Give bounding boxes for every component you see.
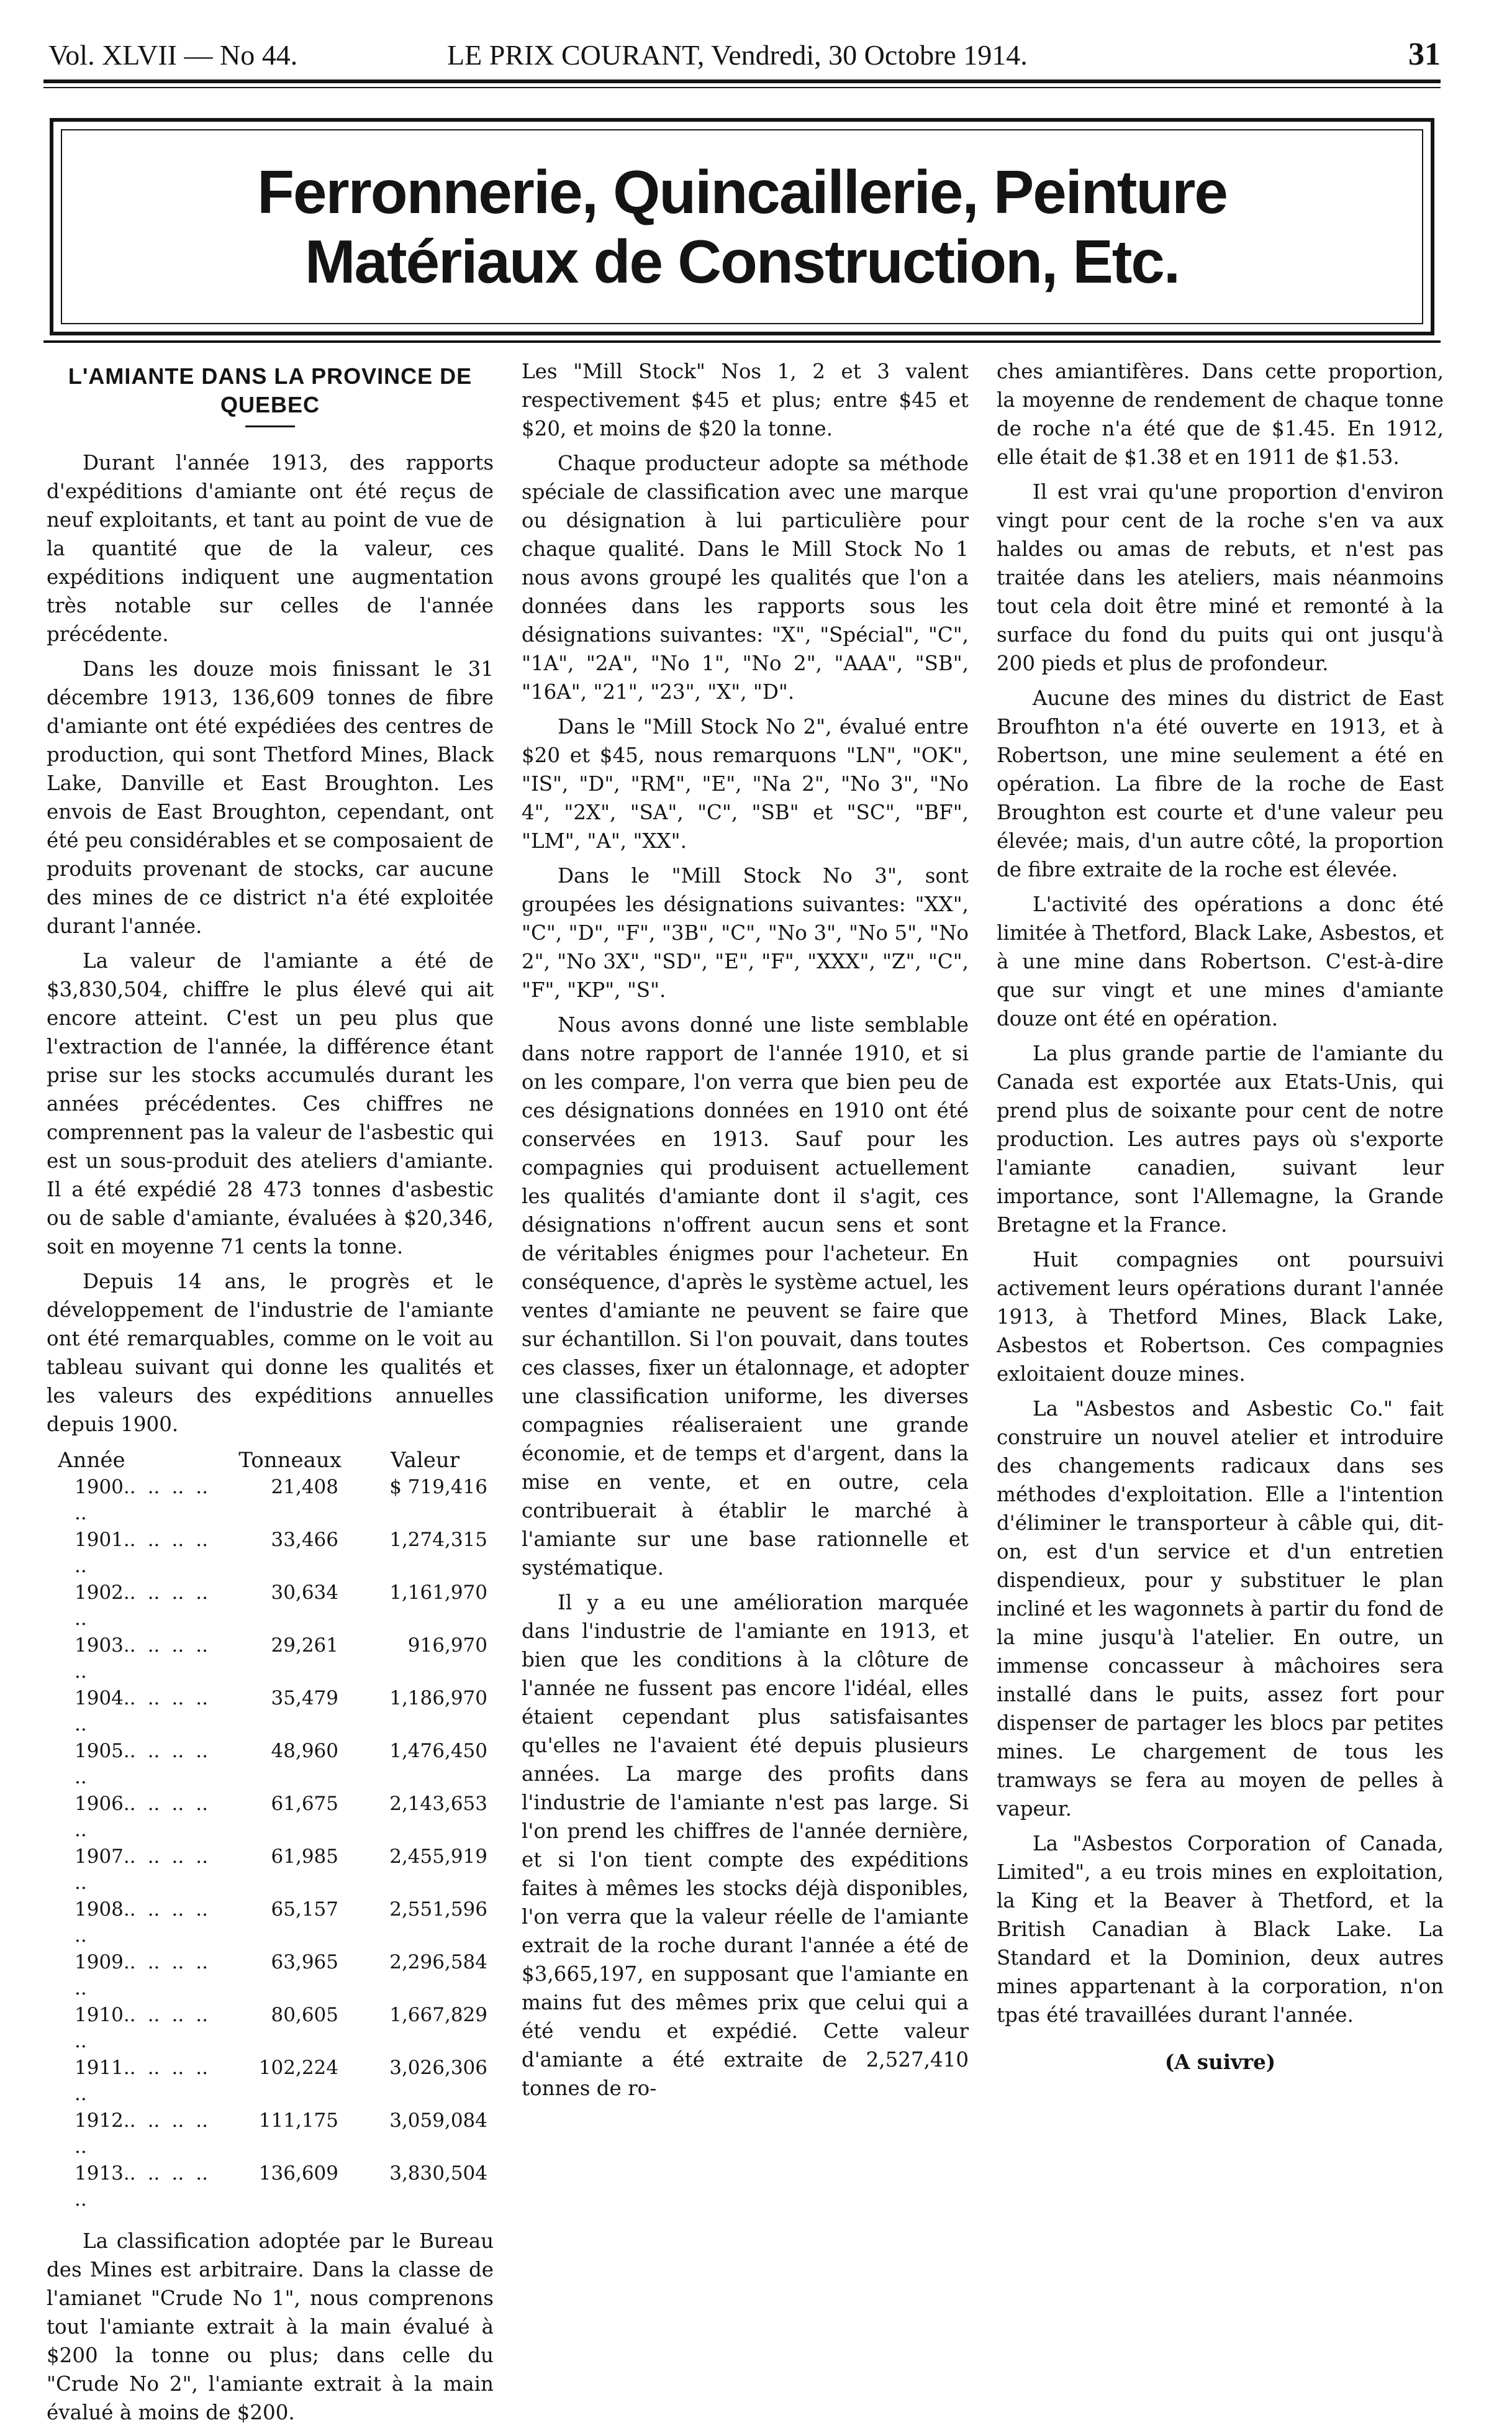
table-cell-value: $ 719,416	[389, 1475, 487, 1498]
table-row	[47, 1632, 494, 1685]
table-row	[47, 1580, 494, 1632]
table-row	[47, 1949, 494, 2002]
table-row	[47, 1738, 494, 1791]
paragraph: Dans les douze mois finissant le 31 décembre 1913, 136,609 tonnes de fibre d'amiante ont été expédiées des centres de production, qui sont Thetford Mines, Black Lake, Danville et East Broughton. Les envois de East Broughton, cependant, ont été peu considérables et se composaient de produits provenant de stocks, car aucune des mines de ce district n'a été exploitée durant l'année.	[47, 657, 494, 938]
paragraph: Huit compagnies ont poursuivi activement leurs opérations durant l'année 1913, à Thetford Mines, Black Lake, Asbestos et Robertson. Ces compagnies exloitaient douze mines.	[997, 1248, 1444, 1386]
table-cell-tons: 33,466	[271, 1528, 338, 1551]
table-cell-value: 3,026,306	[389, 2056, 487, 2079]
page-number: 31	[1408, 37, 1441, 72]
table-cell-year: 1902.. .. .. .. ..	[75, 1581, 208, 1630]
table-cell-value: 1,186,970	[389, 1686, 487, 1709]
header-rule	[43, 80, 1441, 83]
table-cell-value: 916,970	[407, 1634, 487, 1657]
volume-number: Vol. XLVII — No 44.	[48, 39, 298, 71]
table-cell-tons: 29,261	[271, 1634, 338, 1657]
table-cell-value: 1,274,315	[389, 1528, 487, 1551]
title-separator	[245, 425, 295, 427]
table-cell-value: 3,830,504	[389, 2162, 487, 2185]
section-title-line2: Matériaux de Construction, Etc.	[304, 227, 1180, 296]
section-title-frame	[61, 129, 1423, 324]
table-cell-year: 1908.. .. .. .. ..	[75, 1898, 208, 1947]
column-2	[522, 357, 969, 2109]
paragraph: L'activité des opérations a donc été limitée à Thetford, Black Lake, Asbestos, et à une mine dans Robertson. C'est-à-dire que sur vingt et une mines d'amiante douze ont été en opération.	[997, 893, 1444, 1030]
header-value: Valeur	[391, 1448, 459, 1473]
table-cell-year: 1905.. .. .. .. ..	[75, 1739, 208, 1788]
table-row	[47, 2160, 494, 2213]
table-cell-value: 1,161,970	[389, 1581, 487, 1604]
table-cell-value: 2,455,919	[389, 1845, 487, 1868]
column-3	[997, 357, 1444, 2076]
running-header	[43, 39, 1441, 76]
table-cell-tons: 30,634	[271, 1581, 338, 1604]
table-cell-tons: 65,157	[271, 1898, 338, 1921]
table-cell-year: 1911.. .. .. .. ..	[75, 2056, 208, 2105]
table-cell-year: 1909.. .. .. .. ..	[75, 1950, 208, 1999]
table-cell-tons: 80,605	[271, 2003, 338, 2026]
table-row	[47, 2108, 494, 2160]
paragraph: La valeur de l'amiante a été de $3,830,504, chiffre le plus élevé qui ait encore atteint. C'est un peu plus que l'extraction de l'année, la différence étant prise sur les stocks accumulés durant les années précédentes. Ces chiffres ne comprennent pas la valeur de l'asbestic qui est un sous-produit des ateliers d'amiante. Il a été expédié 28 473 tonnes d'asbestic ou de sable d'amiante, évaluées à $20,346, soit en moyenne 71 cents la tonne.	[47, 949, 494, 1258]
table-cell-tons: 111,175	[258, 2109, 338, 2132]
paragraph: Durant l'année 1913, des rapports d'expéditions d'amiante ont été reçus de neuf exploitants, et tant au point de vue de la quantité que de la valeur, ces expéditions indiquent une augmentation très notable sur celles de l'année précédente.	[47, 451, 494, 646]
paragraph: La "Asbestos Corporation of Canada, Limited", a eu trois mines en exploitation, la King et la Beaver à Thetford, et la British Canadian à Black Lake. La Standard et la Dominion, deux autres mines appartenant à la corporation, n'on tpas été travaillées durant l'année.	[997, 1832, 1444, 2027]
header-tons: Tonneaux	[238, 1448, 342, 1473]
paragraph: Il y a eu une amélioration marquée dans l'industrie de l'amiante en 1913, et bien que les conditions à la clôture de l'année ne fussent pas encore l'idéal, elles étaient cependant plus satisfaisantes qu'elles ne l'avaient été depuis plusieurs années. La marge des profits dans l'industrie de l'amiante n'est pas large. Si l'on prend les chiffres de l'année dernière, et si l'on tient compte des expéditions faites à mêmes les stocks déjà disponibles, l'on verra que la valeur réelle de l'amiante extrait de la roche durant l'année a été de $3,665,197, en supposant que l'amiante en mains fut des mêmes prix que celui qui a été vendu et expédié. Cette valeur d'amiante a été extraite de 2,527,410 tonnes de ro-	[522, 1591, 969, 2100]
paragraph: ches amiantifères. Dans cette proportion, la moyenne de rendement de chaque tonne de roche n'a été que de $1.45. En 1912, elle était de $1.38 et en 1911 de $1.53.	[997, 360, 1444, 469]
header-year: Année	[58, 1448, 125, 1473]
paragraph: Il est vrai qu'une proportion d'environ vingt pour cent de la roche s'en va aux haldes ou amas de rebuts, et n'est pas traitée dans les ateliers, mais néanmoins tout cela doit être miné et remonté à la surface du fond du puits qui ont jusqu'à 200 pieds et plus de profondeur.	[997, 480, 1444, 675]
header-rule-thin	[43, 87, 1441, 88]
table-row	[47, 2002, 494, 2055]
table-cell-year: 1913.. .. .. .. ..	[75, 2162, 208, 2211]
table-cell-tons: 21,408	[271, 1475, 338, 1498]
table-cell-tons: 61,985	[271, 1845, 338, 1868]
table-header	[47, 1447, 494, 1474]
title-box-rule	[43, 340, 1441, 343]
table-row	[47, 1474, 494, 1527]
table-cell-value: 1,667,829	[389, 2003, 487, 2026]
paragraph: La classification adoptée par le Bureau des Mines est arbitraire. Dans la classe de l'amianet "Crude No 1", nous comprenons tout l'amiante extrait à la main évalué à $200 la tonne ou plus; dans celle du "Crude No 2", l'amiante extrait à la main évalué à moins de $200.	[47, 2229, 494, 2424]
article-title: L'AMIANTE DANS LA PROVINCE DE QUEBEC	[68, 363, 473, 417]
table-row	[47, 1791, 494, 1844]
paragraph: Depuis 14 ans, le progrès et le développement de l'industrie de l'amiante ont été remarquables, comme on le voit au tableau suivant qui donne les qualités et les valeurs des expéditions annuelles depuis 1900.	[47, 1270, 494, 1436]
table-cell-tons: 136,609	[258, 2162, 338, 2185]
paragraph: Les "Mill Stock" Nos 1, 2 et 3 valent respectivement $45 et plus; entre $45 et $20, et moins de $20 la tonne.	[522, 360, 969, 440]
table-cell-year: 1904.. .. .. .. ..	[75, 1686, 208, 1735]
table-cell-tons: 61,675	[271, 1792, 338, 1815]
section-title-box	[50, 118, 1434, 335]
column-1	[47, 357, 494, 2433]
table-row	[47, 1527, 494, 1580]
paragraph: Dans le "Mill Stock No 2", évalué entre $20 et $45, nous remarquons "LN", "OK", "IS", "D", "RM", "E", "Na 2", "No 3", "No 4", "2X", "SA", "C", "SB" et "SC", "BF", "LM", "A", "XX".	[522, 715, 969, 853]
table-cell-value: 3,059,084	[389, 2109, 487, 2132]
paragraph: Aucune des mines du district de East Broufhton n'a été ouverte en 1913, et à Robertson, une mine seulement a été en opération. La fibre de la roche de East Broughton est courte et d'une valeur peu élevée; mais, d'un autre côté, la proportion de fibre extraite de la roche est élevée.	[997, 686, 1444, 881]
table-cell-tons: 35,479	[271, 1686, 338, 1709]
paragraph: Dans le "Mill Stock No 3", sont groupées les désignations suivantes: "XX", "C", "D", "F", "3B", "C", "No 3", "No 5", "No 2", "No 3X", "SD", "E", "F", "XXX", "Z", "C", "F", "KP", "S".	[522, 864, 969, 1002]
table-cell-year: 1907.. .. .. .. ..	[75, 1845, 208, 1894]
paragraph: Chaque producteur adopte sa méthode spéciale de classification avec une marque ou désignation à lui particulière pour chaque qualité. Dans le Mill Stock No 1 nous avons groupé les qualités que l'on a données dans les rapports sous les désignations suivantes: "X", "Spécial", "C", "1A", "2A", "No 1", "No 2", "AAA", "SB", "16A", "21", "23", "X", "D".	[522, 452, 969, 704]
table-cell-year: 1912.. .. .. .. ..	[75, 2109, 208, 2158]
table-cell-tons: 102,224	[258, 2056, 338, 2079]
table-cell-value: 1,476,450	[389, 1739, 487, 1762]
table-row	[47, 1844, 494, 1896]
table-cell-year: 1910.. .. .. .. ..	[75, 2003, 208, 2052]
table-cell-year: 1901.. .. .. .. ..	[75, 1528, 208, 1577]
paragraph: Nous avons donné une liste semblable dans notre rapport de l'année 1910, et si on les compare, l'on verra que bien peu de ces désignations données en 1910 ont été conservées en 1913. Sauf pour les compagnies qui produisent actuellement les qualités d'amiante dont il s'agit, ces désignations n'offrent aucun sens et sont de véritables énigmes pour l'acheteur. En conséquence, d'après le système actuel, les ventes d'amiante ne peuvent se faire que sur échantillon. Si l'on pouvait, dans toutes ces classes, fixer un étalonnage, et adopter une classification uniforme, les diverses compagnies réaliseraient une grande économie, et de temps et d'argent, dans la mise en vente, et en outre, cela contribuerait à établir le marché à l'amiante sur une base rationnelle et systématique.	[522, 1013, 969, 1580]
table-cell-year: 1906.. .. .. .. ..	[75, 1792, 208, 1841]
table-row	[47, 1896, 494, 1949]
table-cell-tons: 63,965	[271, 1950, 338, 1973]
table-cell-value: 2,143,653	[389, 1792, 487, 1815]
table-cell-tons: 48,960	[271, 1739, 338, 1762]
table-cell-value: 2,296,584	[389, 1950, 487, 1973]
shipments-table	[47, 1447, 494, 2213]
table-cell-value: 2,551,596	[389, 1898, 487, 1921]
table-row	[47, 1685, 494, 1738]
to-be-continued: (A suivre)	[1164, 2050, 1276, 2074]
table-body	[47, 1474, 494, 2213]
section-title-line1: Ferronnerie, Quincaillerie, Peinture	[257, 158, 1227, 226]
paragraph: La "Asbestos and Asbestic Co." fait construire un nouvel atelier et introduire des changements radicaux dans ses méthodes d'exploitation. Elle a l'intention d'éliminer le transporteur à câble qui, dit-on, est d'un service et d'un entretien dispendieux, pour y substituer le plan incliné et les wagonnets à partir du fond de la mine jusqu'à l'atelier. En outre, un immense concasseur à mâchoires sera installé dans le puits, assez fort pour dispenser de partager les blocs par petites mines. Le chargement de tous les tramways se fera au moyen de pelles à vapeur.	[997, 1397, 1444, 1821]
journal-date: LE PRIX COURANT, Vendredi, 30 Octobre 1914.	[447, 39, 1028, 71]
table-row	[47, 2055, 494, 2108]
paragraph: La plus grande partie de l'amiante du Canada est exportée aux Etats-Unis, qui prend plus de soixante pour cent de notre production. Les autres pays où s'exporte l'amiante canadien, suivant leur importance, sont l'Allemagne, la Grande Bretagne et la France.	[997, 1042, 1444, 1237]
table-cell-year: 1903.. .. .. .. ..	[75, 1634, 208, 1683]
table-cell-year: 1900.. .. .. .. ..	[75, 1475, 208, 1524]
